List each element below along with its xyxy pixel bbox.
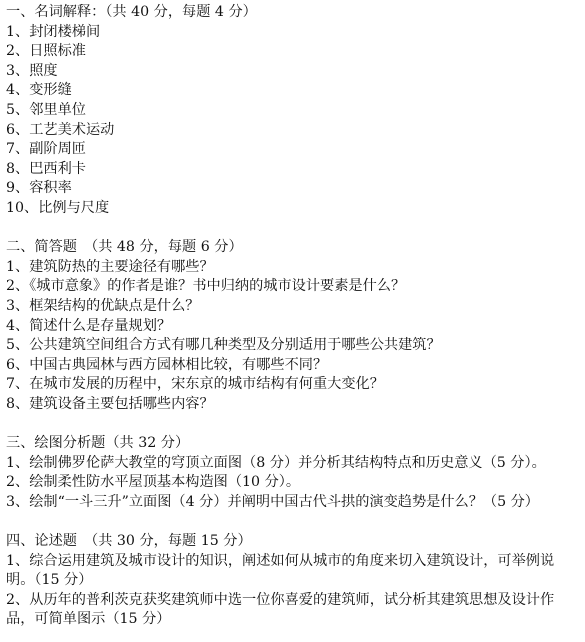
section-short-answer	[6, 238, 585, 414]
list-item: 6、中国古典园林与西方园林相比较，有哪些不同？	[6, 356, 328, 373]
list-item: 1、建筑防热的主要途径有哪些？	[6, 258, 214, 275]
list-item: 5、公共建筑空间组合方式有哪几种类型及分别适用于哪些公共建筑？	[6, 337, 441, 354]
list-item: 2、从历年的普利茨克获奖建筑师中选一位你喜爱的建筑师，试分析其建筑思想及设计作品，可简单图示（15 分）	[6, 591, 555, 628]
section-heading: 一、名词解释：（共 40 分，每题 4 分）	[6, 4, 257, 20]
list-item: 5、邻里单位	[6, 101, 86, 118]
list-item: 10、比例与尺度	[6, 199, 110, 216]
list-item: 1、封闭楼梯间	[6, 23, 101, 40]
list-item: 7、副阶周匝	[6, 141, 86, 158]
list-item: 8、巴西利卡	[6, 160, 86, 177]
list-item: 9、容积率	[6, 180, 72, 197]
list-item: 4、简述什么是存量规划？	[6, 317, 172, 334]
list-item: 4、变形缝	[6, 82, 72, 99]
section-drawing	[6, 434, 585, 512]
list-item: 2、《城市意象》的作者是谁？书中归纳的城市设计要素是什么？	[6, 278, 406, 295]
list-item: 3、照度	[6, 62, 58, 79]
list-item: 3、绘制“一斗三升”立面图（4 分）并阐明中国古代斗拱的演变趋势是什么？（5 分）	[6, 493, 539, 510]
section-essay	[6, 532, 585, 630]
section-heading: 二、简答题 （共 48 分，每题 6 分）	[6, 239, 243, 256]
section-terms	[6, 3, 585, 219]
list-item: 3、框架结构的优缺点是什么？	[6, 297, 200, 314]
list-item: 7、在城市发展的历程中，宋东京的城市结构有何重大变化？	[6, 376, 384, 393]
list-item: 2、绘制柔性防水平屋顶基本构造图（10 分）。	[6, 474, 301, 491]
list-item: 6、工艺美术运动	[6, 121, 115, 138]
section-heading: 四、论述题 （共 30 分，每题 15 分）	[6, 533, 252, 550]
list-item: 1、绘制佛罗伦萨大教堂的穹顶立面图（8 分）并分析其结构特点和历史意义（5 分）。	[6, 454, 546, 471]
list-item: 2、日照标准	[6, 43, 86, 60]
list-item: 8、建筑设备主要包括哪些内容？	[6, 395, 214, 412]
list-item: 1、综合运用建筑及城市设计的知识，阐述如何从城市的角度来切入建筑设计，可举例说明。（15 分）	[6, 552, 555, 589]
section-heading: 三、绘图分析题（共 32 分）	[6, 435, 190, 452]
